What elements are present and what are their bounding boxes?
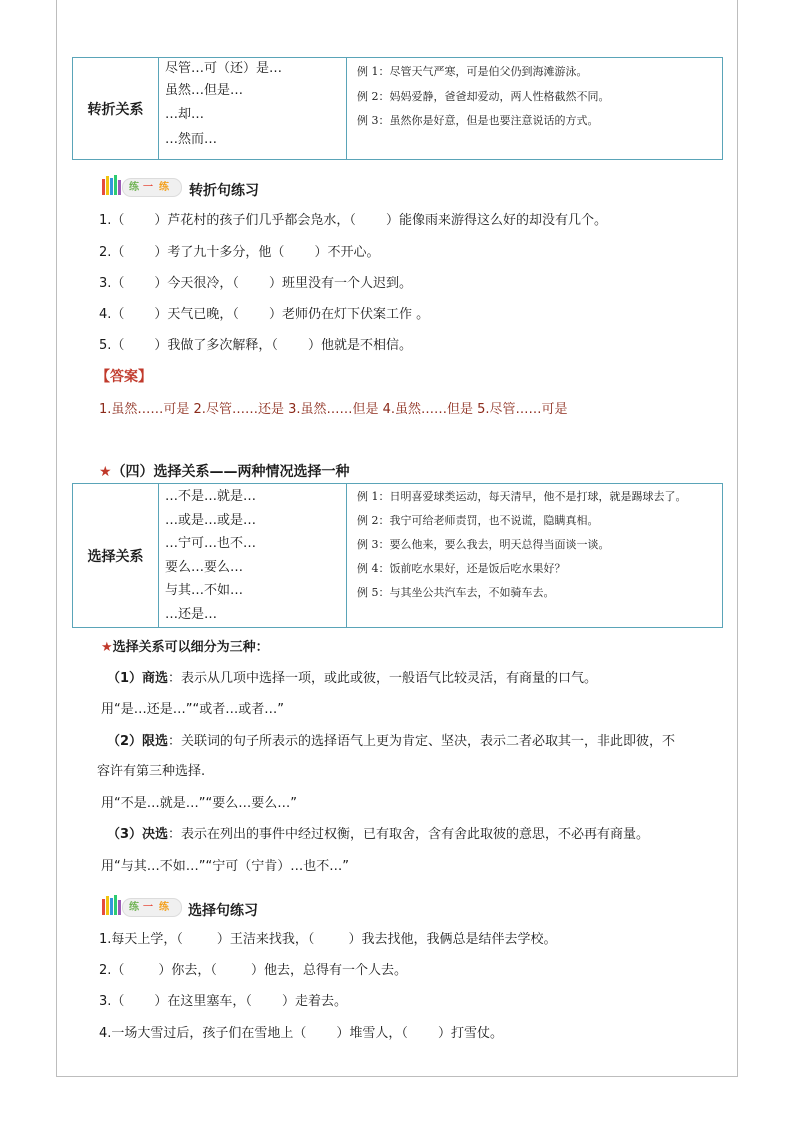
turn-word: 虽然…但是… [165, 83, 244, 98]
choice-word: 要么…要么… [165, 559, 244, 575]
subtype-item [107, 730, 675, 749]
subtype-label: （3）决选 [107, 827, 169, 842]
choice-category: 选择关系 [73, 484, 159, 628]
choice-word: …还是… [165, 606, 218, 622]
answer-text: 1.虽然……可是 2.尽管……还是 3.虽然……但是 4.虽然……但是 5.尽管……可是 [99, 402, 568, 417]
choice-example: 例 4：饭前吃水果好，还是饭后吃水果好？ [357, 562, 566, 575]
badge-char: 练 [129, 182, 139, 193]
subtype-text: ：关联词的句子所表示的选择语气上更为肯定、坚决，表示二者必取其一，非此即彼，不 [168, 734, 676, 749]
turn-relation-table [72, 57, 723, 160]
turn-words [159, 58, 347, 160]
star-icon: ★ [99, 464, 112, 480]
badge-char: 练 [159, 902, 169, 913]
star-icon: ★ [101, 640, 113, 655]
question-row: 1.（ ）芦花村的孩子们几乎都会凫水，（ ）能像雨来游得这么好的却没有几个。 [99, 213, 607, 228]
badge-char: 一 [143, 182, 153, 193]
choice-practice-title: 选择句练习 [188, 903, 258, 919]
choice-relation-table [72, 483, 723, 628]
choice-section-heading [99, 461, 350, 481]
question-row: 5.（ ）我做了多次解释，（ ）他就是不相信。 [99, 338, 412, 353]
answer-label: 【答案】 [96, 369, 152, 385]
subtype-label: （1）商选 [107, 671, 169, 686]
choice-words [159, 484, 347, 628]
turn-example: 例 1：尽管天气严寒，可是伯父仍到海滩游泳。 [357, 65, 588, 78]
practice-pill [122, 898, 182, 917]
choice-word: …不是…就是… [165, 489, 257, 504]
pencils-icon [100, 893, 124, 917]
choice-examples [347, 484, 723, 628]
subtype-text: ：表示从几项中选择一项，或此或彼，一般语气比较灵活，有商量的口气。 [168, 671, 598, 686]
subtypes-title [101, 636, 269, 655]
subtype-text: ：表示在列出的事件中经过权衡，已有取舍，含有舍此取彼的意思，不必再有商量。 [168, 827, 650, 842]
question-row: 3.（ ）今天很冷，（ ）班里没有一个人迟到。 [99, 276, 412, 291]
choice-word: …宁可…也不… [165, 536, 257, 551]
turn-examples [347, 58, 723, 160]
turn-word: …然而… [165, 132, 218, 147]
subtype-usage: 用“不是…就是…”“要么…要么…” [101, 796, 297, 811]
question-row: 3.（ ）在这里塞车，（ ）走着去。 [99, 994, 347, 1009]
choice-word: …或是…或是… [165, 512, 257, 528]
turn-word: …却… [165, 107, 205, 122]
turn-example: 例 3：虽然你是好意，但是也要注意说话的方式。 [357, 114, 599, 127]
subtype-usage: 用“是…还是…”“或者…或者…” [101, 702, 284, 717]
choice-example: 例 1：日明喜爱球类运动，每天清早，他不是打球，就是踢球去了。 [357, 490, 687, 503]
turn-example: 例 2：妈妈爱静，爸爸却爱动，两人性格截然不同。 [357, 89, 610, 103]
pencils-icon [100, 173, 124, 197]
practice-badge [100, 893, 182, 917]
subtypes-title-text: 选择关系可以细分为三种： [112, 640, 269, 655]
question-row: 4.（ ）天气已晚，（ ）老师仍在灯下伏案工作 。 [99, 307, 430, 322]
subtype-item [107, 667, 597, 686]
question-row: 2.（ ）考了九十多分，他（ ）不开心。 [99, 245, 380, 260]
badge-char: 一 [143, 902, 153, 913]
practice-badge [100, 173, 182, 197]
choice-example: 例 2：我宁可给老师责罚，也不说谎，隐瞒真相。 [357, 514, 599, 527]
choice-heading-text: （四）选择关系——两种情况选择一种 [111, 464, 350, 480]
question-row: 4.一场大雪过后，孩子们在雪地上（ ）堆雪人，（ ）打雪仗。 [99, 1026, 503, 1041]
practice-pill [122, 178, 182, 197]
subtype-item [107, 823, 649, 842]
turn-practice-title: 转折句练习 [189, 183, 259, 199]
choice-example: 例 3：要么他来，要么我去，明天总得当面谈一谈。 [357, 538, 610, 551]
subtype-usage: 用“与其…不如…”“宁可（宁肯）…也不…” [101, 859, 349, 874]
choice-example: 例 5：与其坐公共汽车去，不如骑车去。 [357, 586, 555, 599]
turn-category: 转折关系 [73, 58, 159, 160]
subtype-label: （2）限选 [107, 734, 169, 749]
subtype-text-cont: 容许有第三种选择. [97, 764, 206, 779]
question-row: 1.每天上学，（ ）王洁来找我，（ ）我去找他，我俩总是结伴去学校。 [99, 932, 557, 947]
badge-char: 练 [159, 182, 169, 193]
badge-char: 练 [129, 902, 139, 913]
choice-word: 与其…不如… [165, 583, 244, 598]
question-row: 2.（ ）你去，（ ）他去，总得有一个人去。 [99, 963, 407, 978]
turn-word: 尽管…可（还）是… [165, 61, 283, 76]
